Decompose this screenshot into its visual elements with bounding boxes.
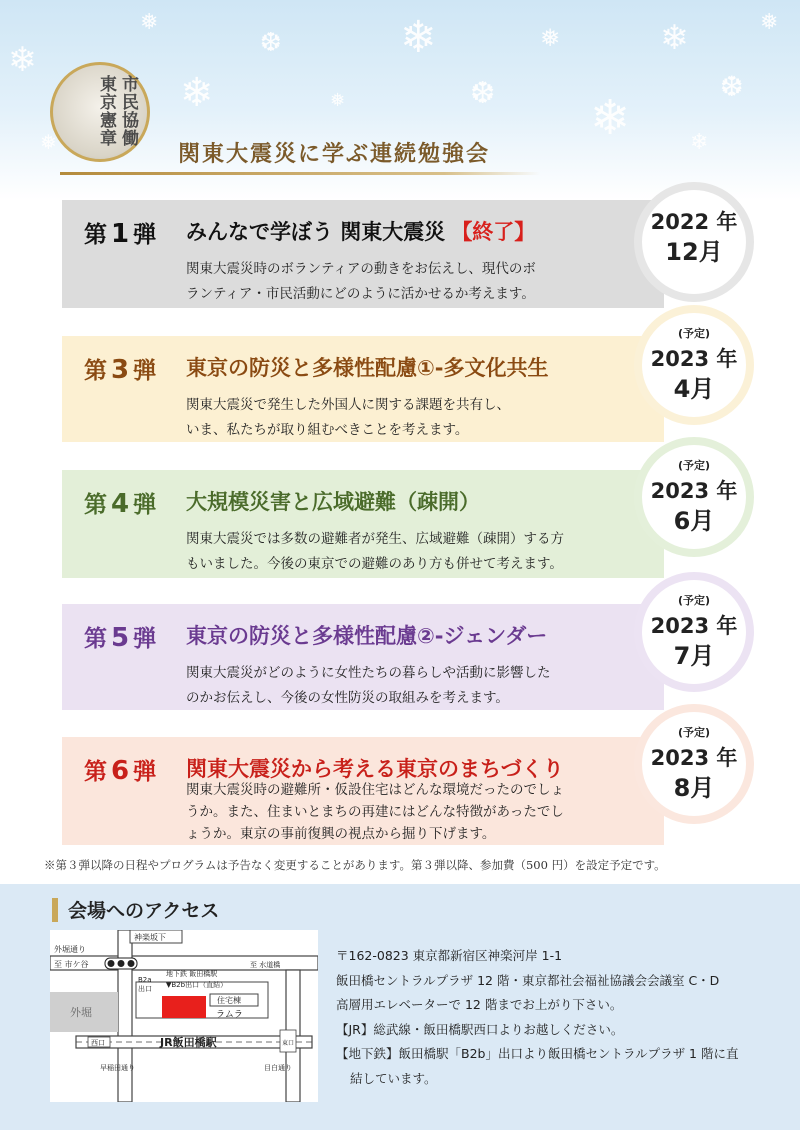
session-description-line: うか。また、住まいとまちの再建にはどんな特徴があったでし [186, 804, 564, 820]
session-year: 2023 年 [650, 746, 738, 770]
session-band [62, 470, 664, 578]
map-label: 出口 [138, 985, 152, 993]
session-number-prefix: 第 [84, 492, 107, 518]
snowflake-icon: ❄ [8, 40, 37, 80]
session-band [62, 336, 664, 442]
address-line: 【JR】総武線・飯田橋駅西口よりお越しください。 [336, 1021, 624, 1037]
section-marker [52, 898, 58, 922]
session-date-circle [634, 305, 754, 425]
venue-marker [162, 996, 206, 1018]
address-line: 〒162-0823 東京都新宿区神楽河岸 1-1 [336, 948, 563, 963]
session-year: 2023 年 [650, 347, 738, 371]
session-number [84, 352, 156, 385]
session-description-line: 関東大震災時の避難所・仮設住宅はどんな環境だったのでしょ [186, 782, 564, 798]
snowflake-icon: ❆ [470, 76, 496, 111]
session-number-suffix: 弾 [133, 358, 157, 384]
map-drawing [50, 930, 318, 1102]
session-title [186, 216, 535, 246]
session-month: 12月 [665, 238, 723, 266]
session-planned-label: (予定) [677, 594, 711, 607]
emblem-logo [50, 62, 150, 162]
session-description-line: いま、私たちが取り組むべきことを考えます。 [186, 422, 469, 438]
session-number-value: 6 [111, 756, 130, 786]
session-number-suffix: 弾 [133, 759, 157, 785]
session-band [62, 604, 664, 710]
address-line: 高層用エレベーターで 12 階までお上がり下さい。 [336, 997, 623, 1012]
session-description-line: 関東大震災時のボランティアの動きをお伝えし、現代のボ [186, 261, 536, 277]
map-label: 住宅棟 [217, 996, 241, 1005]
address-line: 結しています。 [350, 1070, 437, 1086]
session-band [62, 737, 664, 845]
map-label: 東口 [282, 1040, 295, 1047]
map-label: 地下鉄 飯田橋駅 [166, 970, 218, 978]
session-description [186, 257, 656, 307]
session-description-line: 関東大震災がどのように女性たちの暮らしや活動に影響した [186, 665, 551, 681]
session-number-value: 1 [111, 219, 130, 249]
snowflake-icon: ❄ [660, 18, 689, 58]
map-label: 早稲田通り [100, 1064, 135, 1072]
snowflake-icon: ❄ [590, 90, 631, 146]
snowflake-icon: ❆ [260, 28, 282, 58]
session-number [84, 486, 156, 519]
session-year: 2023 年 [650, 614, 738, 638]
session-month: 4月 [673, 375, 715, 403]
session-date-circle [634, 704, 754, 824]
map-label: JR飯田橋駅 [160, 1036, 217, 1049]
session-title-text: 東京の防災と多様性配慮①-多文化共生 [186, 356, 549, 380]
map-label: 目白通り [264, 1064, 292, 1072]
map-label: ▼B2b出口（直結） [166, 981, 228, 989]
page-title: 関東大震災に学ぶ連続勉強会 [178, 141, 491, 167]
session-number-prefix: 第 [84, 358, 107, 384]
session-planned-label: (予定) [677, 327, 711, 340]
session-description-line: ょうか。東京の事前復興の視点から掘り下げます。 [186, 826, 496, 842]
session-description-line: 関東大震災では多数の避難者が発生、広域避難（疎開）する方 [186, 531, 564, 547]
session-number [84, 216, 156, 249]
session-date-circle [634, 182, 754, 302]
session-description [186, 527, 656, 577]
address-line: 【地下鉄】飯田橋駅「B2b」出口より飯田橋セントラルプラザ 1 階に直 [336, 1046, 739, 1061]
session-title-text: 大規模災害と広域避難（疎開） [186, 490, 480, 514]
map-label: B2a [138, 976, 152, 984]
session-number [84, 753, 156, 786]
session-title-text: 東京の防災と多様性配慮②-ジェンダー [186, 624, 548, 648]
session-band [62, 200, 664, 308]
snowflake-icon: ❄ [400, 12, 437, 63]
session-month: 8月 [673, 774, 715, 802]
session-number-prefix: 第 [84, 626, 107, 652]
session-year: 2023 年 [650, 479, 738, 503]
access-map [50, 930, 318, 1102]
session-date-circle [634, 437, 754, 557]
snowflake-icon: ❅ [40, 130, 57, 154]
session-number-prefix: 第 [84, 222, 107, 248]
snowflake-icon: ❅ [540, 24, 561, 52]
session-month: 7月 [673, 642, 715, 670]
access-title: 会場へのアクセス [68, 900, 220, 922]
session-description-line: のかお伝えし、今後の女性防災の取組みを考えます。 [186, 690, 509, 706]
schedule-note: ※第３弾以降の日程やプログラムは予告なく変更することがあります。第３弾以降、参加費（500 円）を設定予定です。 [44, 858, 666, 872]
access-section [0, 884, 800, 1130]
session-number-suffix: 弾 [133, 626, 157, 652]
session-description [186, 779, 656, 845]
map-label: 至 水道橋 [250, 961, 281, 969]
session-status-badge: 【終了】 [451, 220, 536, 244]
session-description-line: ランティア・市民活動にどのように活かせるか考えます。 [186, 286, 535, 302]
map-label: 西口 [91, 1039, 105, 1047]
title-underline [60, 172, 540, 175]
session-number [84, 620, 156, 653]
snowflake-icon: ❄ [180, 70, 214, 116]
session-number-value: 3 [111, 355, 130, 385]
session-number-value: 4 [111, 489, 130, 519]
map-label: 外堀 [70, 1006, 92, 1019]
snowflake-icon: ❆ [720, 70, 744, 103]
session-title [186, 352, 549, 382]
snowflake-icon: ❄ [690, 130, 709, 155]
snowflake-icon: ❅ [140, 10, 159, 35]
snowflake-icon: ❅ [760, 10, 779, 35]
snowflake-icon: ❅ [330, 90, 346, 111]
session-number-prefix: 第 [84, 759, 107, 785]
address-line: 飯田橋セントラルプラザ 12 階・東京都社会福祉協議会会議室 C・D [336, 972, 720, 988]
session-month: 6月 [673, 507, 715, 535]
session-planned-label: (予定) [677, 459, 711, 472]
session-year: 2022 年 [650, 210, 738, 234]
session-description-line: もいました。今後の東京での避難のあり方も併せて考えます。 [186, 556, 563, 572]
session-title [186, 486, 480, 516]
session-title-text: みんなで学ぼう 関東大震災 [186, 220, 446, 244]
map-label: 神楽坂下 [134, 933, 166, 942]
session-date-circle [634, 572, 754, 692]
map-label: 外堀通り [54, 945, 86, 954]
session-description-line: 関東大震災で発生した外国人に関する課題を共有し、 [186, 397, 510, 413]
session-number-value: 5 [111, 623, 130, 653]
session-number-suffix: 弾 [133, 222, 157, 248]
address-block [336, 944, 786, 1091]
session-number-suffix: 弾 [133, 492, 157, 518]
map-label: 至 市ケ谷 [54, 960, 89, 969]
session-planned-label: (予定) [677, 726, 711, 739]
emblem-text: 市民協働東京憲章 [96, 75, 138, 147]
map-label: ラムラ [216, 1010, 243, 1020]
session-title [186, 620, 547, 650]
session-description [186, 393, 656, 443]
session-title-text: 関東大震災から考える東京のまちづくり [186, 757, 564, 781]
session-description [186, 661, 656, 711]
